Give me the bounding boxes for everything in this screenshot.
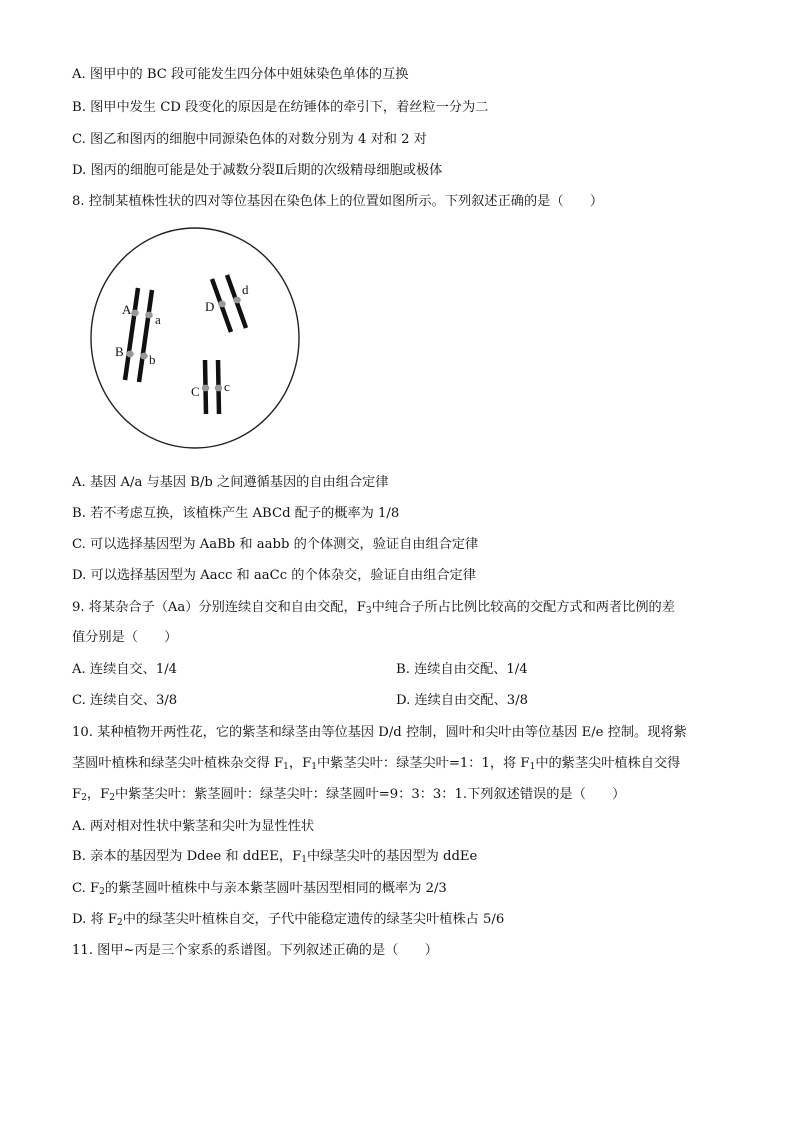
q9-stem-line1: 9. 将某杂合子（Aa）分别连续自交和自由交配，$F_3$中纯合子所占比例比较高的交配方式和两者比例的差 xyxy=(72,600,675,616)
q10-option-b: B. 亲本的基因型为 Ddee 和 ddEE，$F_1$中绿茎尖叶的基因型为 ddEe xyxy=(72,849,478,865)
chromosome-pair-d xyxy=(212,275,246,332)
q8-option-b: B. 若不考虑互换，该植株产生 ABCd 配子的概率为 1/8 xyxy=(72,506,400,521)
q10-stem-line2: 茎圆叶植株和绿茎尖叶植株杂交得 $F_1$，$F_1$中紫茎尖叶：绿茎尖叶=1：1，将 $F_1$中的紫茎尖叶植株自交得 xyxy=(72,756,681,772)
label-a: a xyxy=(155,312,161,327)
locus-d-right xyxy=(233,297,241,304)
q8-option-d: D. 可以选择基因型为 Aacc 和 aaCc 的个体杂交，验证自由组合定律 xyxy=(72,568,476,583)
locus-c-left xyxy=(202,385,210,392)
label-B: B xyxy=(115,344,124,359)
chromosome-diagram xyxy=(88,226,308,450)
q7-option-d: D. 图丙的细胞可能是处于减数分裂Ⅱ后期的次级精母细胞或极体 xyxy=(72,163,443,178)
q10-option-d: D. 将 $F_2$中的绿茎尖叶植株自交，子代中能稳定遗传的绿茎尖叶植株占 5/6 xyxy=(72,912,505,928)
q7-option-b: B. 图甲中发生 CD 段变化的原因是在纺锤体的牵引下，着丝粒一分为二 xyxy=(72,100,489,115)
label-c: c xyxy=(224,379,230,394)
locus-d-left xyxy=(218,301,226,308)
q9-stem-line2: 值分别是（ ） xyxy=(72,630,178,645)
q11-stem: 11. 图甲~丙是三个家系的系谱图。下列叙述正确的是（ ） xyxy=(72,943,438,958)
label-D: D xyxy=(205,299,215,314)
chromosome-pair-c xyxy=(202,360,223,414)
q7-option-a: A. 图甲中的 BC 段可能发生四分体中姐妹染色单体的互换 xyxy=(72,67,409,82)
locus-b-left xyxy=(126,351,134,358)
q10-stem-line1: 10. 某种植物开两性花，它的紫茎和绿茎由等位基因 D/d 控制，圆叶和尖叶由等位基因 E/e 控制。现将紫 xyxy=(72,725,687,740)
locus-a-right xyxy=(145,312,153,319)
q8-option-c: C. 可以选择基因型为 AaBb 和 aabb 的个体测交，验证自由组合定律 xyxy=(72,537,479,552)
q10-option-c: C. $F_2$的紫茎圆叶植株中与亲本紫茎圆叶基因型相同的概率为 2/3 xyxy=(72,881,447,897)
locus-b-right xyxy=(140,353,148,360)
q9-option-a: A. 连续自交、1/4 xyxy=(72,662,178,677)
cell-outline xyxy=(91,228,299,448)
q9-option-d: D. 连续自由交配、3/8 xyxy=(396,693,529,708)
locus-c-right xyxy=(215,385,223,392)
locus-a-left xyxy=(131,310,139,317)
label-b: b xyxy=(149,352,156,367)
q10-stem-line3: $F_2$，$F_2$中紫茎尖叶：紫茎圆叶：绿茎尖叶：绿茎圆叶=9：3：3：1.下列叙述错误的是（ ） xyxy=(72,787,626,803)
label-C: C xyxy=(191,384,200,399)
q8-stem: 8. 控制某植株性状的四对等位基因在染色体上的位置如图所示。下列叙述正确的是（ ） xyxy=(72,194,604,209)
q8-option-a: A. 基因 A/a 与基因 B/b 之间遵循基因的自由组合定律 xyxy=(72,475,389,490)
label-A: A xyxy=(122,302,132,317)
q7-option-c: C. 图乙和图丙的细胞中同源染色体的对数分别为 4 对和 2 对 xyxy=(72,132,427,147)
q10-option-a: A. 两对相对性状中紫茎和尖叶为显性性状 xyxy=(72,819,315,834)
q9-option-c: C. 连续自交、3/8 xyxy=(72,693,178,708)
label-d: d xyxy=(242,282,249,297)
q9-option-b: B. 连续自由交配、1/4 xyxy=(396,662,528,677)
